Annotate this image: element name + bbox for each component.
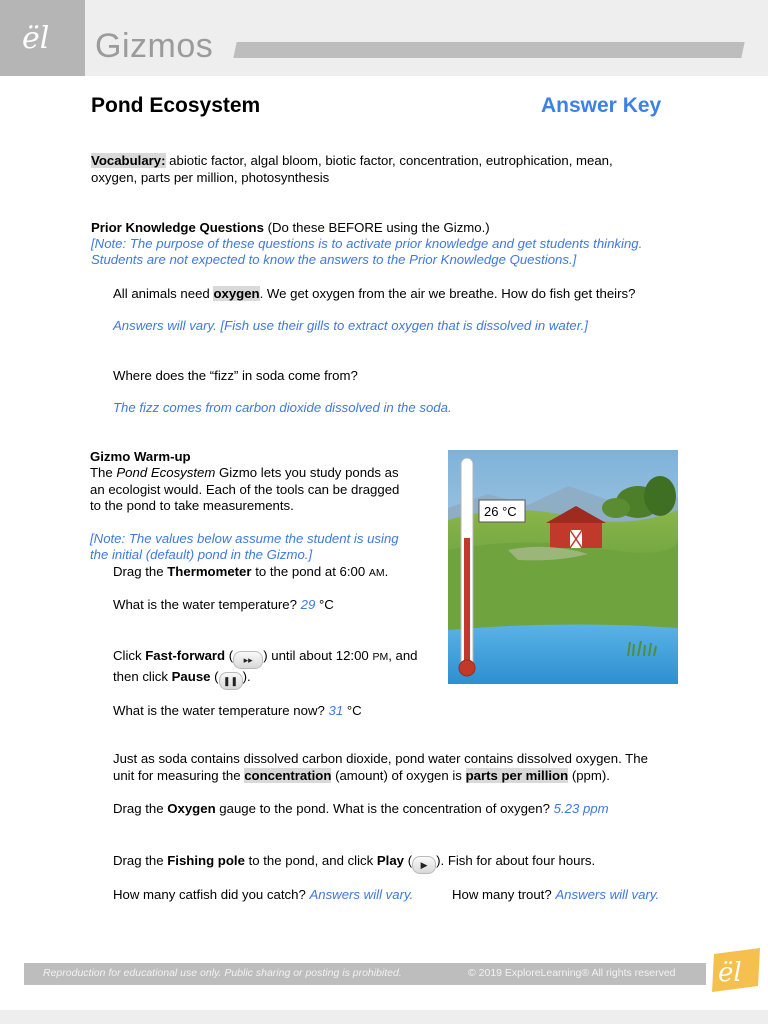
question-fizz: Where does the “fizz” in soda come from? — [113, 368, 358, 383]
soda-line-2: unit for measuring the concentration (amount) of oxygen is parts per million (ppm). — [113, 768, 610, 783]
vocabulary-label: Vocabulary: — [91, 153, 166, 168]
prior-knowledge-heading: Prior Knowledge Questions (Do these BEFORE using the Gizmo.) — [91, 220, 490, 235]
svg-text:26 °C: 26 °C — [484, 504, 517, 519]
gizmos-logo[interactable] — [0, 0, 85, 76]
instruction-fast-forward: Click Fast-forward ( ▸▸ ) until about 12:00 PM, and — [113, 648, 418, 669]
instruction-thermometer: Drag the Thermometer to the pond at 6:00 AM. — [113, 564, 389, 579]
answer-oxygen-concentration: 5.23 ppm — [553, 801, 609, 816]
footer-el-logo-icon — [708, 946, 764, 999]
answer-trout: Answers will vary. — [555, 887, 660, 902]
vocabulary-line-2: oxygen, parts per million, photosynthesis — [91, 170, 330, 185]
play-icon: ▶ — [412, 856, 436, 874]
answer-water-temp: 29 — [300, 597, 316, 612]
warmup-heading: Gizmo Warm-up — [90, 449, 191, 464]
answer-key-label: Answer Key — [541, 94, 662, 117]
page-title: Pond Ecosystem — [91, 94, 261, 117]
fast-forward-icon: ▸▸ — [233, 651, 263, 669]
warmup-intro-line-3: to the pond to take measurements. — [90, 498, 294, 513]
question-oxygen: All animals need oxygen. We get oxygen from the air we breathe. How do fish get theirs? — [113, 286, 636, 301]
question-water-temp: What is the water temperature? 29 °C — [113, 597, 334, 612]
instruction-pause: then click Pause ( ❚❚ ). — [113, 669, 251, 690]
warmup-intro-line-2: an ecologist would. Each of the tools can be dragged — [90, 482, 400, 497]
soda-line-1: Just as soda contains dissolved carbon dioxide, pond water contains dissolved oxygen. The — [113, 751, 648, 766]
answer-fizz: The fizz comes from carbon dioxide dissolved in the soda. — [113, 400, 452, 415]
brand-name: Gizmos — [95, 27, 214, 65]
footer-disclaimer: Reproduction for educational use only. Public sharing or posting is prohibited. — [43, 967, 402, 979]
warmup-intro-line-1: The Pond Ecosystem Gizmo lets you study ponds as — [90, 465, 399, 480]
pause-icon: ❚❚ — [219, 672, 243, 690]
page-bottom-strip — [0, 1010, 768, 1024]
thermometer-icon[interactable] — [459, 458, 475, 676]
answer-oxygen: Answers will vary. [Fish use their gills to extract oxygen that is dissolved in water.] — [113, 318, 588, 333]
warmup-note-line-1: [Note: The values below assume the student is using — [90, 531, 399, 546]
footer-copyright: © 2019 ExploreLearning® All rights reserved — [468, 967, 676, 979]
instruction-fishing: Drag the Fishing pole to the pond, and click Play ( ▶ ). Fish for about four hours. — [113, 853, 595, 874]
header-decorative-bar — [233, 42, 744, 58]
question-catfish: How many catfish did you catch? Answers will vary. — [113, 887, 414, 902]
question-oxygen-concentration: Drag the Oxygen gauge to the pond. What is the concentration of oxygen? 5.23 ppm — [113, 801, 609, 816]
prior-note-line-2: Students are not expected to know the answers to the Prior Knowledge Questions.] — [91, 252, 577, 267]
svg-text:ël: ël — [22, 21, 50, 56]
question-trout: How many trout? Answers will vary. — [452, 887, 660, 902]
el-logo-icon — [18, 18, 68, 58]
temperature-label — [479, 500, 525, 522]
svg-text:ël: ël — [718, 958, 742, 988]
pond-scene-image — [448, 450, 678, 684]
answer-water-temp-now: 31 — [328, 703, 344, 718]
vocabulary-line-1: Vocabulary: abiotic factor, algal bloom, biotic factor, concentration, eutrophication, mean, — [91, 153, 613, 168]
prior-note-line-1: [Note: The purpose of these questions is to activate prior knowledge and get students thinking. — [91, 236, 643, 251]
answer-catfish: Answers will vary. — [309, 887, 414, 902]
question-water-temp-now: What is the water temperature now? 31 °C — [113, 703, 362, 718]
warmup-note-line-2: the initial (default) pond in the Gizmo.] — [90, 547, 313, 562]
